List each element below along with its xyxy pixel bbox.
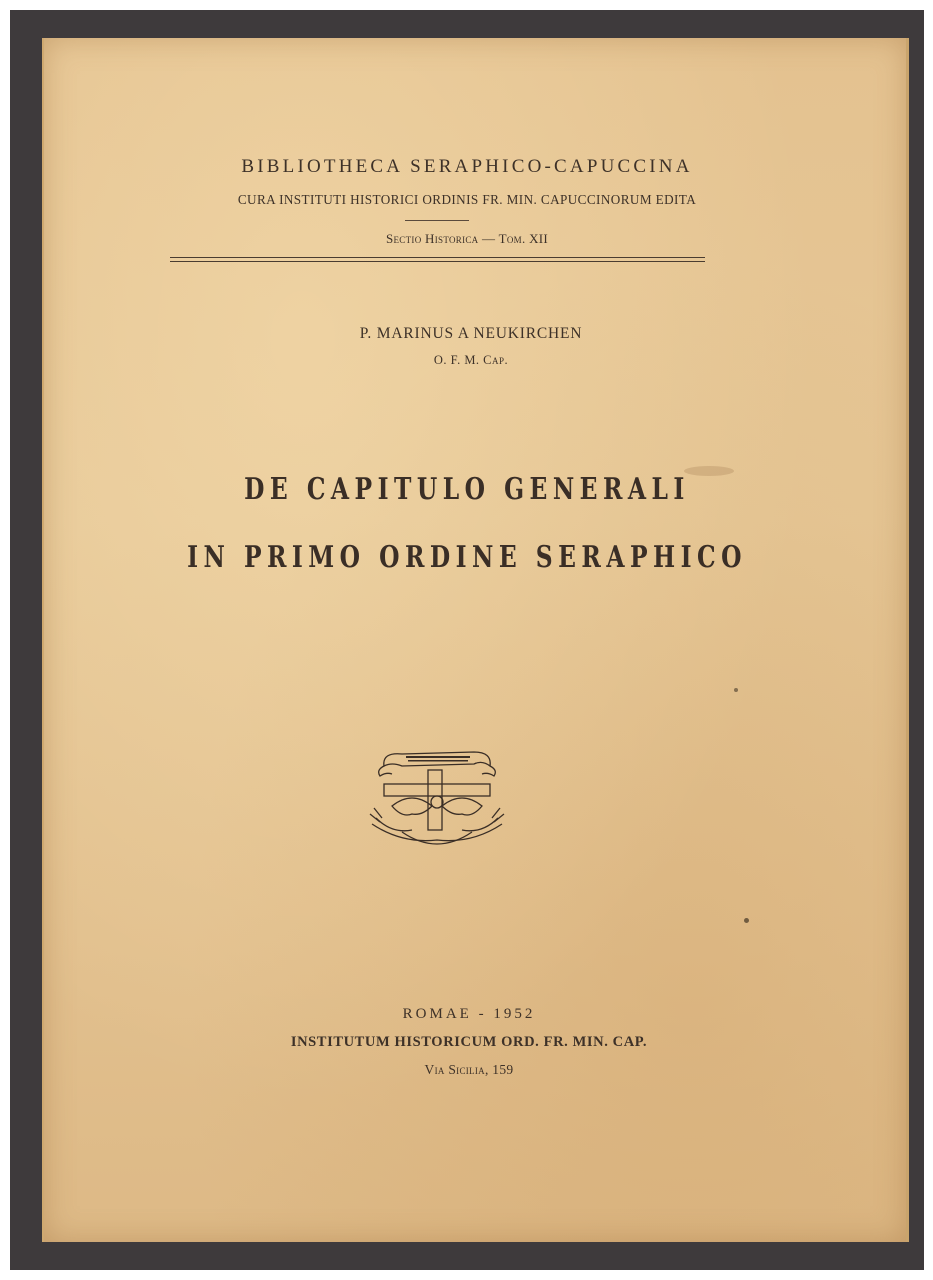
series-title: BIBLIOTHECA SERAPHICO-CAPUCCINA [241,156,693,177]
series-subtitle: CURA INSTITUTI HISTORICI ORDINIS FR. MIN. CAPUCCINORUM EDITA [237,192,697,207]
book-cover [42,38,909,1242]
capuchin-crest-icon [362,744,512,854]
book-title-line-1: DE CAPITULO GENERALI [244,472,690,507]
author-name: P. MARINUS A NEUKIRCHEN [359,325,583,342]
imprint-address: Via Sicilia, 159 [424,1062,514,1077]
imprint-city-year: ROMAE - 1952 [402,1006,536,1022]
book-title-line-2: IN PRIMO ORDINE SERAPHICO [187,540,747,575]
section-volume: Sectio Historica — Tom. XII [385,231,549,246]
paper-speck [744,918,749,923]
double-divider [170,257,705,262]
imprint-institute: INSTITUTUM HISTORICUM ORD. FR. MIN. CAP. [290,1034,648,1050]
short-divider [405,220,469,221]
paper-speck [734,688,738,692]
author-order: O. F. M. Cap. [433,353,509,367]
